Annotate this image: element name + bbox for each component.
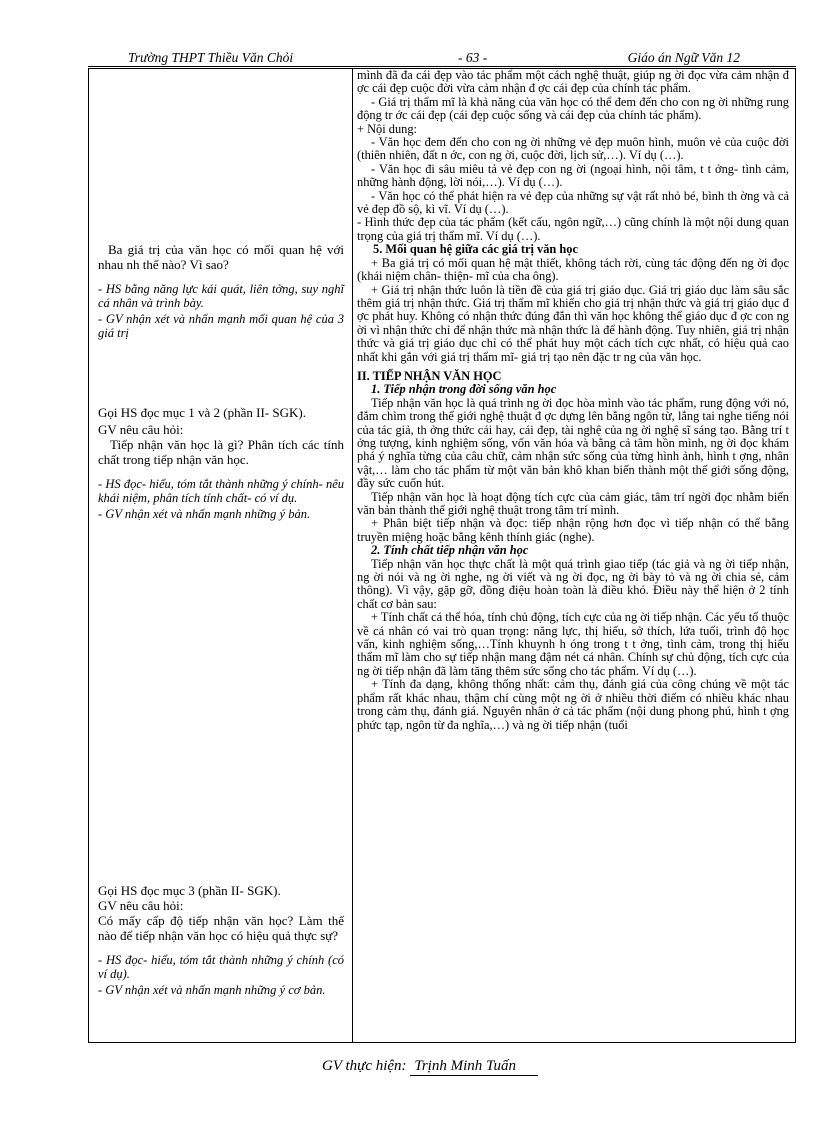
student-note: - HS đọc- hiểu, tóm tắt thành những ý chính- nêu khái niệm, phân tích tính chất- có ví dụ. — [98, 477, 344, 505]
teacher-note: - GV nhận xét và nhấn mạnh những ý bản. — [98, 507, 311, 521]
header-rule — [88, 66, 796, 67]
paragraph: - Văn học đi sâu miêu tả vẻ đẹp con ng ời (ngoại hình, nội tâm, t t ởng- tình cảm, những hành động, lời nói,…). Ví dụ (…). — [357, 161, 789, 190]
activity-block-values — [98, 242, 344, 342]
instruction-question: GV nêu câu hỏi: — [98, 898, 184, 913]
paragraph: + Tính chất cá thể hóa, tính chủ động, tích cực của ng ời tiếp nhận. Các yếu tố thuộc về cá nhân có vai trò quan trọng: năng lực, thị hiếu, sở thích, lứa tuổi, trình độ học vấn, kinh nghiệm sống,…Tính khuynh h óng trong t t ởng, tình cảm, trong thị hiếu thẩm mĩ làm cho sự tiếp nhận mang đậm nét cá nhân. Chính sự chủ động, tích cực của ng ời tiếp nhận đã làm tăng thêm sức sống cho tác phẩm. Ví dụ (…). — [357, 610, 789, 678]
question-reception: Tiếp nhận văn học là gì? Phân tích các tính chất trong tiếp nhận văn học. — [98, 437, 344, 467]
instruction-read: Gọi HS đọc mục 3 (phần II- SGK). — [98, 883, 281, 898]
teacher-note: - GV nhận xét và nhấn mạnh những ý cơ bản. — [98, 983, 326, 997]
paragraph: - Văn học đem đến cho con ng ời những vẻ đẹp muôn hình, muôn vẻ của cuộc đời (thiên nhiên, đất n ớc, con ng ời, cuộc đời, lịch sử,…). Ví dụ (…). — [357, 135, 789, 163]
question-relation: Ba giá trị của văn học có mối quan hệ với nhau nh thế nào? Vì sao? — [98, 242, 344, 272]
paragraph: Tiếp nhận văn học là hoạt động tích cực của cảm giác, tâm trí ngời đọc nhằm biến văn bản thành thế giới nghệ thuật trong tâm trí mình. — [357, 489, 789, 517]
page-number: - 63 - — [458, 50, 488, 65]
column-divider — [352, 68, 353, 1043]
question-levels: Có mấy cấp độ tiếp nhận văn học? Làm thế nào để tiếp nhận văn học có hiệu quả thực sự? — [98, 913, 344, 943]
paragraph: mình đã đa cái đẹp vào tác phẩm một cách nghệ thuật, giúp ng ời đọc vừa cảm nhận đ ợc cái đẹp cuộc đời vừa cảm nhận đ ợc cái đẹp của chính tác phẩm. — [357, 68, 789, 96]
school-name: Trường THPT Thiều Văn Chỏi — [128, 50, 294, 65]
paragraph: Tiếp nhận văn học là quá trình ng ời đọc hòa mình vào tác phẩm, rung động với nó, đắm chìm trong thế giới nghệ thuật đ ợc dựng lên bằng ngôn từ, lắng tai nghe tiếng nói của tác giả, th ởng thức cái hay, cái đẹp, tài nghệ của ng ời nghệ sĩ sáng tạo. Bằng trí t ởng tượng, kinh nghiệm sống, vốn văn hóa và bằng cả tâm hồn mình, ng ời đọc khám phá ý nghĩa từng của câu chữ, cảm nhận sức sống của từng hình ảnh, hình t ợng, nhân vật,… làm cho tác phẩm từ một văn bản khô khan biến thành một thế giới sống động, đầy sức cuốn hút. — [357, 395, 789, 491]
student-note: - HS bằng năng lực kái quát, liên tởng, suy nghĩ cá nhân và trình bày. — [98, 282, 344, 310]
teacher-label: GV thực hiện: — [322, 1058, 407, 1074]
paragraph: - Hình thức đẹp của tác phẩm (kết cấu, ngôn ngữ,…) cũng chính là một nội dung quan trọng của giá trị thẩm mĩ. Ví dụ (…). — [357, 215, 789, 243]
teacher-note: - GV nhận xét và nhấn mạnh mối quan hệ của 3 giá trị — [98, 312, 344, 340]
paragraph: + Nội dung: — [357, 121, 417, 136]
paragraph: + Phân biệt tiếp nhận và đọc: tiếp nhận rộng hơn đọc vì tiếp nhận có thể bằng truyền miệng hoặc bằng kênh thính giác (nghe). — [357, 516, 789, 544]
section-heading-ii: II. TIẾP NHẬN VĂN HỌC — [357, 368, 502, 383]
paragraph: - Văn học có thể phát hiện ra vẻ đẹp của những sự vật rất nhỏ bé, bình th ờng và cả vẻ đẹp đồ sộ, kì vĩ. Ví dụ (…). — [357, 188, 789, 217]
page-footer — [322, 1058, 538, 1076]
paragraph: + Giá trị nhận thức luôn là tiền đề của giá trị giáo dục. Giá trị giáo dục làm sâu sắc thêm giá trị nhận thức. Giá trị thẩm mĩ khiến cho giá trị nhận thức và giá trị giáo dục đ ợc phát huy. Không có nhận thức đúng đắn thì văn học không thể giáo dục đ ợc con ng ời vì nhận thức chỉ để nhận thức mà nhận thức là để hành động. Tuy nhiên, giá trị nhận thức và giá trị giáo dục chỉ có thể phát huy một cách tích cực nhất, có hiệu quả cao nhất khi gắn với giá trị thẩm mĩ- giá trị tạo nên đặc tr ng của văn học. — [357, 282, 789, 364]
paragraph: + Ba giá trị có mối quan hệ mật thiết, không tách rời, cùng tác động đến ng ời đọc (khái niệm chân- thiện- mĩ của cha ông). — [357, 255, 789, 284]
paragraph: Tiếp nhận văn học thực chất là một quá trình giao tiếp (tác giả và ng ời tiếp nhận, ng ời nói và ng ời nghe, ng ời viết và ng ời đọc, ng ời bày tỏ và ng ời chia sẻ, cảm thông). Vì vậy, gặp gỡ, đồng điệu hoàn toàn là điều khó. Điều này thể hiện ở 2 tính chất cơ bản sau: — [357, 556, 789, 611]
subject-title: Giáo án Ngữ Văn 12 — [627, 50, 740, 65]
paragraph: + Tính đa dạng, không thống nhất: cảm thụ, đánh giá của công chúng về một tác phẩm rất khác nhau, thậm chí cùng một ng ời ở nhiều thời điểm có nhiều khác nhau trong cảm thụ, đánh giá. Nguyên nhân ở cả tác phẩm (nội dung phong phú, hình t ợng phức tạp, ngôn từ đa nghĩa,…) và ng ời tiếp nhận (tuổi — [357, 677, 789, 732]
activity-block-reception — [98, 405, 344, 523]
section-heading-ii-2: 2. Tính chất tiếp nhận văn học — [371, 543, 529, 558]
section-heading-5: 5. Mối quan hệ giữa các giá trị văn học — [373, 242, 578, 257]
paragraph: - Giá trị thẩm mĩ là khả năng của văn học có thể đem đến cho con ng ời những rung động tr ớc cái đẹp (cái đẹp cuộc sống và cái đẹp của chính tác phẩm). — [357, 94, 789, 123]
activity-block-levels — [98, 883, 344, 999]
section-heading-ii-1: 1. Tiếp nhận trong đời sống văn học — [371, 382, 557, 397]
instruction-question: GV nêu câu hỏi: — [98, 422, 184, 437]
teacher-name: Trịnh Minh Tuấn — [410, 1058, 538, 1076]
instruction-read: Gọi HS đọc mục 1 và 2 (phần II- SGK). — [98, 405, 306, 420]
student-note: - HS đọc- hiểu, tóm tắt thành những ý chính (có ví dụ). — [98, 953, 344, 981]
content-column — [357, 69, 789, 732]
